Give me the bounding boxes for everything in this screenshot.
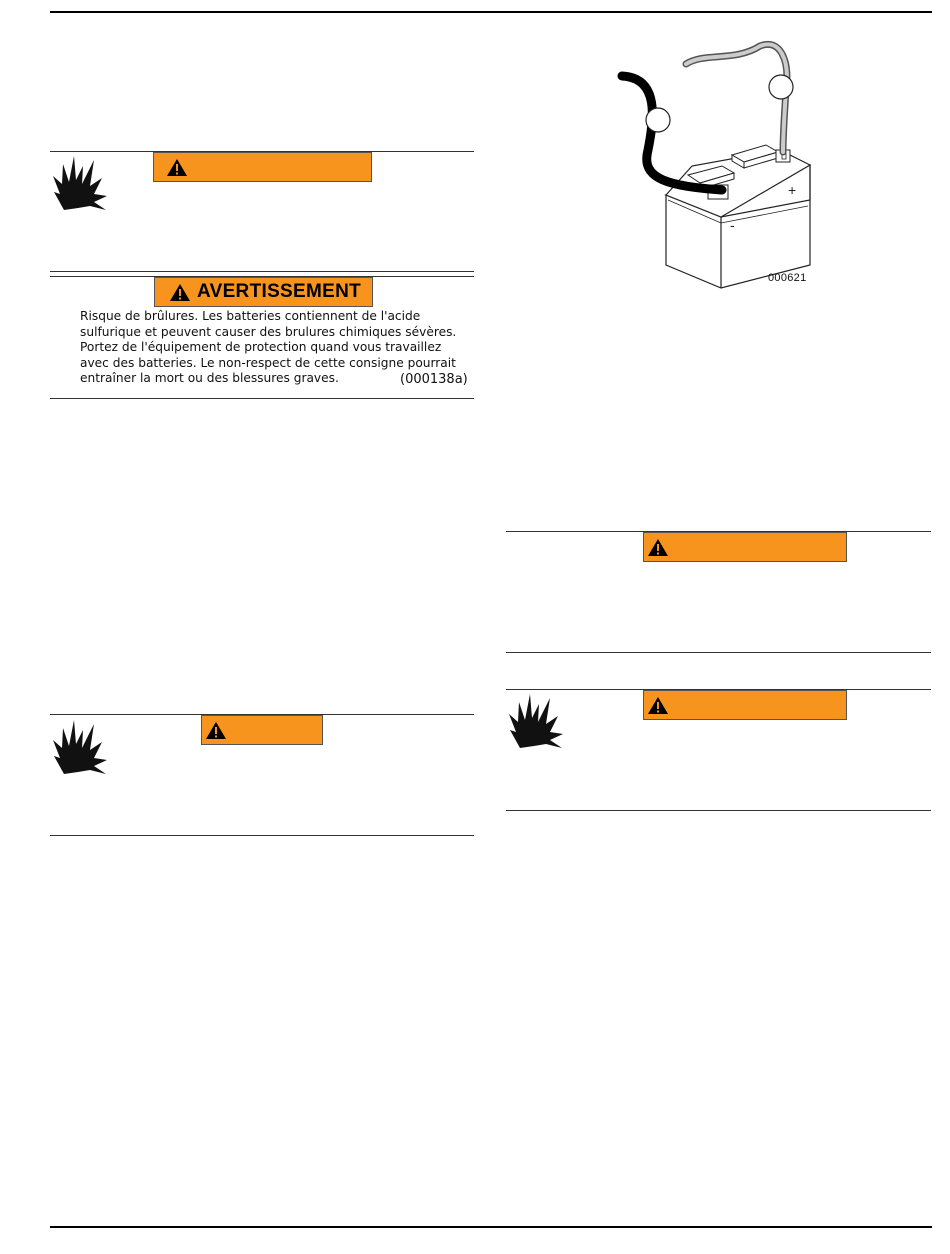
explosion-icon	[50, 716, 112, 778]
positive-terminal-mark: +	[788, 182, 797, 198]
figure-code: 000621	[768, 272, 807, 284]
top-page-rule	[50, 11, 932, 13]
avertissement-line: Portez de l'équipement de protection quand vous travaillez	[80, 340, 442, 354]
notice-4-banner	[643, 532, 847, 562]
notice-1-bottom-rule	[50, 271, 474, 272]
negative-terminal-mark: -	[730, 217, 735, 233]
alert-triangle-icon	[166, 158, 188, 177]
explosion-icon	[50, 152, 112, 214]
avertissement-line: sulfurique et peuvent causer des brulures chimiques sévères.	[80, 324, 457, 339]
avertissement-banner	[154, 277, 373, 307]
explosion-icon	[506, 690, 568, 752]
alert-triangle-icon	[169, 283, 191, 302]
notice-1-banner	[153, 152, 372, 182]
notice-3-bottom-rule	[50, 835, 474, 836]
avertissement-line: entraîner la mort ou des blessures graves.	[80, 371, 339, 385]
battery-illustration	[600, 40, 820, 295]
avertissement-bottom-rule	[50, 398, 474, 399]
notice-4-bottom-rule	[506, 652, 931, 653]
notice-5-bottom-rule	[506, 810, 931, 811]
avertissement-line: Risque de brûlures. Les batteries contiennent de l'acide	[80, 309, 421, 323]
avertissement-code: (000138a)	[400, 372, 468, 387]
avertissement-line: avec des batteries. Le non-respect de cette consigne pourrait	[80, 355, 456, 370]
avertissement-label: AVERTISSEMENT	[197, 281, 362, 302]
alert-triangle-icon	[647, 538, 669, 557]
alert-triangle-icon	[647, 696, 669, 715]
notice-3-banner	[201, 715, 323, 745]
notice-5-banner	[643, 690, 847, 720]
bottom-page-rule	[50, 1226, 932, 1228]
alert-triangle-icon	[205, 721, 227, 740]
